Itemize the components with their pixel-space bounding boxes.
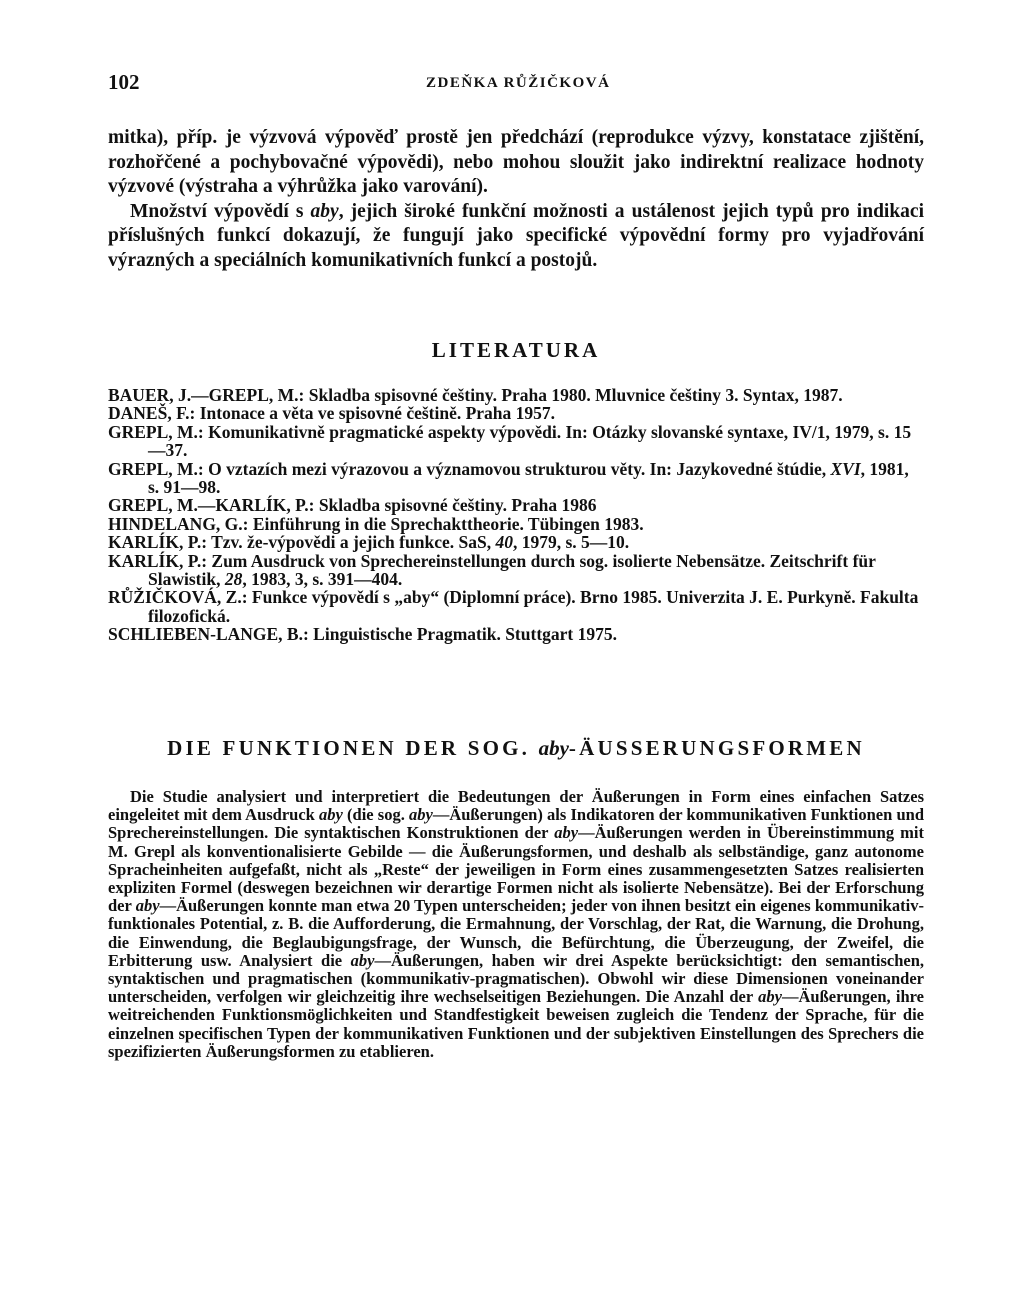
summary-run: —Äußerungen, haben wir drei Aspekte berücksichtigt: den semantischen, syntaktischen und pragmatischen (kommunikativ-pragmatischen). Obwohl wir diese Dimensionen voneinander unterscheiden, verfolgen wir gleichzeitig ihre wechselseitigen Beziehungen. Die Anzahl der — [108, 950, 924, 1007]
page-number: 102 — [108, 70, 140, 94]
bib-entry — [108, 588, 924, 625]
summary-italic: aby — [319, 805, 343, 825]
intro-p2-text-a: Množství výpovědí s — [130, 200, 311, 222]
summary-italic: aby — [135, 896, 160, 916]
summary-title-b: -ÄUSSERUNGSFORMEN — [568, 736, 865, 760]
summary-run: Die Studie analysiert und interpretiert die Bedeutungen der Äußerungen in Form eines einfachen Satzes eingeleitet mit dem Ausdruck — [108, 787, 924, 825]
bib-entry — [108, 496, 924, 514]
summary-run: —Äußerungen konnte man etwa 20 Typen unterscheiden; jeder von ihnen besitzt ein eigenes kommunikativ-funktionales Potential, z. B. die Aufforderung, die Ermahnung, der Vorschlag, der Rat, die Warnung, die Drohung, die Einwendung, die Beglaubigungsfrage, der Wunsch, die Befürchtung, die Überzeugung, der Zweifel, die Erbitterung usw. Analysiert die — [108, 896, 924, 970]
bib-text: GREPL, M.—KARLÍK, P.: Skladba spisovné češtiny. Praha 1986 — [108, 495, 597, 516]
bib-text: HINDELANG, G.: Einführung in die Sprechakttheorie. Tübingen 1983. — [108, 513, 644, 534]
bib-entry — [108, 386, 924, 404]
intro-p2-text-b: , jejich široké funkční možnosti a ustálenost jejich typů pro indikaci příslušných funkcí dokazují, že fungují jako specifické výpovědní formy pro vyjadřování výrazných a speciálních komunikativních funkcí a postojů. — [108, 200, 924, 271]
summary-title-a: DIE FUNKTIONEN DER SOG. — [167, 736, 539, 760]
bib-italic: 40 — [495, 532, 513, 553]
bib-text: KARLÍK, P.: Tzv. že-výpovědi a jejich funkce. SaS, — [108, 532, 496, 553]
bib-entry — [108, 625, 924, 643]
bib-entry — [108, 515, 924, 533]
summary-paragraph — [108, 788, 924, 1061]
summary-run: —Äußerungen) als Indikatoren der kommunikativen Funktionen und Sprechereinstellungen. Die syntaktischen Konstruktionen der — [108, 805, 925, 843]
running-title: ZDEŇKA RŮŽIČKOVÁ — [426, 75, 611, 91]
intro-paragraph-2 — [108, 200, 924, 274]
summary-italic: aby — [758, 987, 782, 1007]
bib-text: SCHLIEBEN-LANGE, B.: Linguistische Pragmatik. Stuttgart 1975. — [108, 624, 617, 645]
intro-p2-italic: aby — [310, 200, 339, 222]
bib-text: GREPL, M.: Komunikativně pragmatické aspekty výpovědi. In: Otázky slovanské syntaxe, IV/1, 1979, s. 15—37. — [108, 421, 912, 461]
bib-text-after: , 1981, s. 91—98. — [148, 458, 909, 498]
bib-text: KARLÍK, P.: Zum Ausdruck von Sprechereinstellungen durch sog. isolierte Nebensätze. Zeitschrift für Slawistik, — [108, 550, 876, 590]
bib-italic: 28 — [224, 569, 243, 590]
bib-text: DANEŠ, F.: Intonace a věta ve spisovné češtině. Praha 1957. — [108, 403, 556, 424]
bib-text-after: , 1979, s. 5—10. — [512, 532, 630, 553]
summary-run: —Äußerungen werden in Übereinstimmung mit M. Grepl als konventionalisierte Gebilde — die Äußerungsformen, und deshalb als selbständige, ganz autonome Spracheinheiten aufgefaßt, nicht als „Reste“ der jeweiligen in Form eines zusammengesetzten Satzes realisierten expliziten Formel (deswegen bezeichnen wir derartige Formen nicht als isolierte Nebensätze). Bei der Erforschung der — [108, 823, 924, 916]
bib-entry — [108, 533, 924, 551]
bib-text: RŮŽIČKOVÁ, Z.: Funkce výpovědí s „aby“ (Diplomní práce). Brno 1985. Univerzita J. E. Purkyně. Fakulta filozofická. — [108, 587, 919, 626]
summary-title-italic: aby — [538, 736, 569, 760]
summary-italic: aby — [554, 823, 579, 843]
intro-paragraph-1: mitka), příp. je výzvová výpověď prostě jen předchází (reprodukce výzvy, konstatace zjištění, rozhořčené a pochybovačné výpovědi), nebo mohou sloužit jako indirektní realizace hodnoty výzvové (výstraha a výhrůžka jako varování). — [108, 127, 924, 197]
running-head — [108, 70, 924, 100]
bib-text-after: , 1983, 3, s. 391—404. — [242, 569, 403, 590]
intro-text — [108, 126, 924, 273]
summary-title — [108, 736, 924, 761]
summary-italic: aby — [409, 805, 433, 825]
bib-italic: XVI — [830, 458, 861, 479]
summary-text — [108, 788, 924, 1061]
bib-text: BAUER, J.—GREPL, M.: Skladba spisovné češtiny. Praha 1980. Mluvnice češtiny 3. Syntax, 1987. — [108, 385, 843, 405]
bib-entry — [108, 423, 924, 460]
bibliography — [108, 386, 924, 644]
summary-run: —Äußerungen, ihre weitreichenden Funktionsmöglichkeiten und Standfestigkeit beweisen zugleich die Tendenz der Sprache, für die einzelnen specifischen Typen der kommunikativen Funktionen und der subjektiven Einstellungen des Sprechers die spezifizierten Äußerungsformen zu etablieren. — [108, 987, 924, 1061]
literature-heading: LITERATURA — [431, 338, 601, 362]
summary-italic: aby — [350, 950, 375, 970]
summary-run: (die sog. — [342, 805, 410, 825]
bib-entry — [108, 460, 924, 497]
bib-entry — [108, 404, 924, 422]
bib-text: GREPL, M.: O vztazích mezi výrazovou a významovou strukturou věty. In: Jazykovedné štúdie, — [108, 458, 831, 479]
bib-entry — [108, 552, 924, 589]
